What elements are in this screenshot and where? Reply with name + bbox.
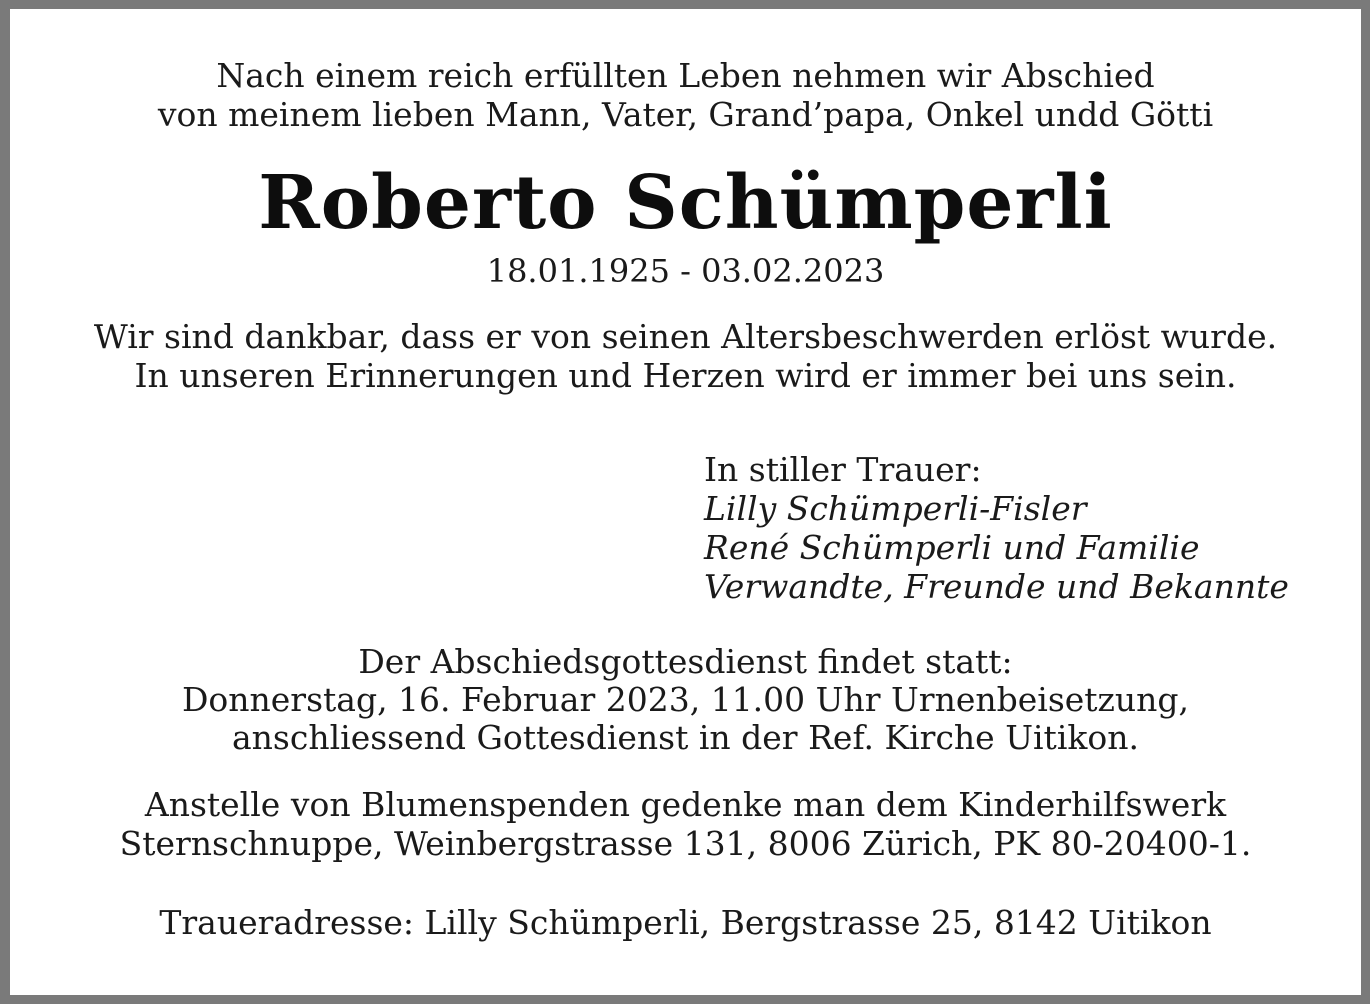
service-line-2: Donnerstag, 16. Februar 2023, 11.00 Uhr Urnenbeisetzung, bbox=[181, 680, 1190, 719]
donation-line-1: Anstelle von Blumenspenden gedenke man dem Kinderhilfswerk bbox=[144, 785, 1227, 824]
intro-line-2: von meinem lieben Mann, Vater, Grand’papa, Onkel undd Götti bbox=[157, 95, 1214, 134]
gratitude-line-2: In unseren Erinnerungen und Herzen wird er immer bei uns sein. bbox=[134, 356, 1237, 395]
life-dates: 18.01.1925 - 03.02.2023 bbox=[486, 252, 885, 290]
mourner-name: Lilly Schümperli-Fisler bbox=[704, 489, 1087, 528]
mourning-heading: In stiller Trauer: bbox=[704, 450, 982, 489]
service-line-1: Der Abschiedsgottesdienst findet statt: bbox=[358, 642, 1013, 681]
intro-line-1: Nach einem reich erfüllten Leben nehmen wir Abschied bbox=[216, 56, 1155, 95]
mourning-address: Traueradresse: Lilly Schümperli, Bergstrasse 25, 8142 Uitikon bbox=[159, 903, 1212, 942]
donation-line-2: Sternschnuppe, Weinbergstrasse 131, 8006 Zürich, PK 80-20400-1. bbox=[119, 824, 1252, 863]
mourner-name: Verwandte, Freunde und Bekannte bbox=[704, 567, 1289, 606]
service-line-3: anschliessend Gottesdienst in der Ref. Kirche Uitikon. bbox=[231, 718, 1139, 757]
deceased-name: Roberto Schümperli bbox=[258, 160, 1113, 246]
gratitude-line-1: Wir sind dankbar, dass er von seinen Altersbeschwerden erlöst wurde. bbox=[93, 317, 1278, 356]
mourner-name: René Schümperli und Familie bbox=[704, 528, 1200, 567]
mourners-block bbox=[704, 450, 1289, 606]
